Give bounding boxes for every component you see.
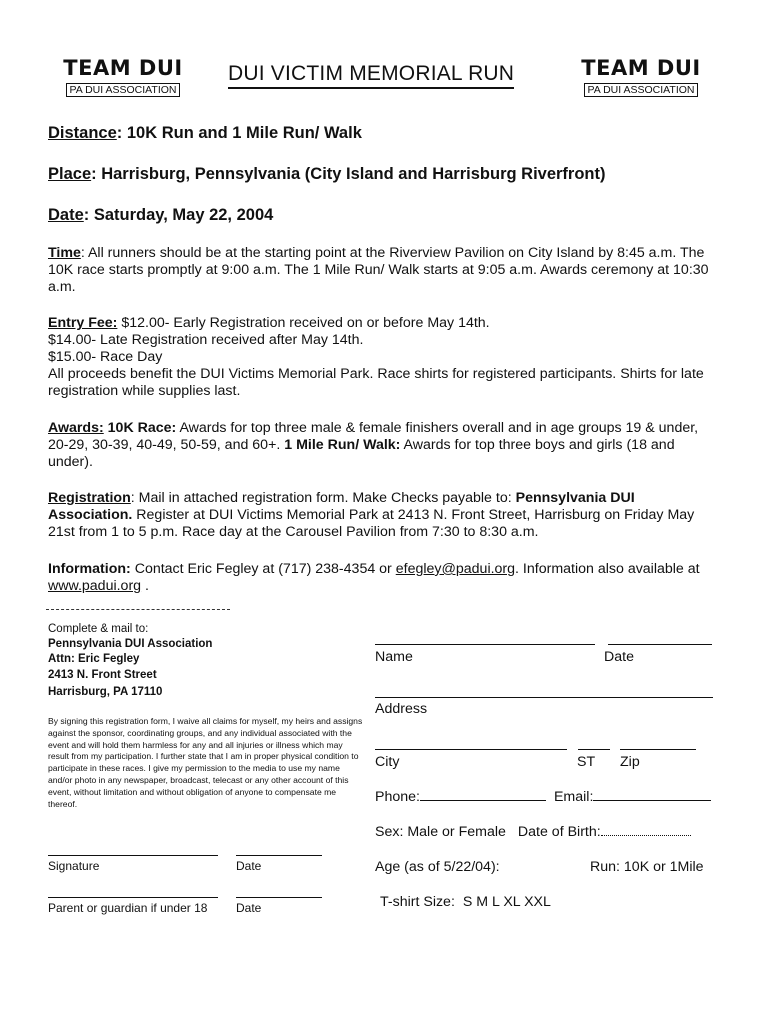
phone-input-line[interactable] [420,800,546,801]
sex-dob-row [375,824,691,840]
information-label: Information: [48,561,131,577]
information-website-link[interactable]: www.padui.org [48,578,142,594]
mail-to-street: 2413 N. Front Street [48,668,157,681]
guardian-date-label: Date [236,901,262,915]
registration-text1: : Mail in attached registration form. Make Checks payable to: [130,490,516,506]
information-text2: . Information also available at [515,561,700,577]
address-input-line[interactable] [375,697,713,698]
city-field-label: City [375,754,400,770]
place-label: Place [48,165,92,183]
logo-right [576,56,706,98]
name-input-line[interactable] [375,644,595,645]
date-line [48,206,273,225]
tshirt-row [380,894,551,910]
information-email-link[interactable]: efegley@padui.org [395,561,516,577]
guardian-label: Parent or guardian if under 18 [48,901,208,915]
name-field-label: Name [375,649,413,665]
tshirt-field-label: T-shirt Size: [380,894,455,910]
place-line [48,165,606,184]
date-label: Date [48,206,84,224]
awards-paragraph [48,420,716,471]
phone-email-row [375,789,711,805]
guardian-date-line[interactable] [236,897,322,898]
signature-date-label: Date [236,859,262,873]
phone-field-label: Phone: [375,789,420,805]
mail-to-intro: Complete & mail to: [48,623,149,635]
age-field-label: Age (as of 5/22/04): [375,859,500,875]
signature-label: Signature [48,859,100,873]
time-paragraph [48,245,716,296]
logo-left [58,56,188,98]
logo-right-text: TEAM DUI [581,56,701,80]
awards-mile-text: Awards for top three boys and girls (18 and under). [48,437,675,470]
entry-fee-line3: $15.00- Race Day [48,349,163,365]
mail-to-city: Harrisburg, PA 17110 [48,685,163,698]
zip-field-label: Zip [620,754,640,770]
dob-field-label: Date of Birth: [517,824,601,840]
logo-left-text: TEAM DUI [63,56,183,80]
signature-date-line[interactable] [236,855,322,856]
entry-fee-line2: $14.00- Late Registration received after May 14th. [48,332,364,348]
awards-mile-label: 1 Mile Run/ Walk: [284,437,401,453]
entry-fee-label: Entry Fee: [48,315,118,331]
time-text: : All runners should be at the starting point at the Riverview Pavilion on City Island by 8:45 a.m. The 10K race starts promptly at 9:00 a.m. The 1 Mile Run/ Walk starts at 9:05 a.m. Awards ceremony at 10:30 a.m. [48,245,709,295]
awards-label: Awards: [48,420,104,436]
waiver-text: By signing this registration form, I waive all claims for myself, my heirs and assigns against the sponsor, coordinating groups, and any individual associated with the event and will hold them harmless for any and all injuries or illness which may result from my participation. I further state that I am in proper physical condition to participate in these races. I give my permission to the media to use my name and/or photo in any newspaper, broadcast, telecast or any other account of this event, without limitation and without obligation of anyone to compensate me thereof. [48,716,363,809]
email-field-label: Email: [553,789,594,805]
cut-line-divider [46,609,230,610]
logo-right-subtext: PA DUI ASSOCIATION [584,83,699,97]
city-input-line[interactable] [375,749,567,750]
address-field-label: Address [375,701,428,717]
tshirt-size-options[interactable]: S M L XL XXL [462,894,551,910]
date-text: : Saturday, May 22, 2004 [83,206,274,224]
time-label: Time [48,245,81,261]
run-field-label: Run: 10K or 1Mile [590,859,704,875]
registration-label: Registration [48,490,131,506]
information-text1: Contact Eric Fegley at (717) 238-4354 or [130,561,396,577]
information-paragraph [48,561,716,595]
entry-fee-line1: $12.00- Early Registration received on or before May 14th. [117,315,490,331]
dob-input-line[interactable] [601,835,691,836]
entry-fee-paragraph [48,315,716,400]
sex-field-label: Sex: Male or Female [375,824,506,840]
email-input-line[interactable] [593,800,711,801]
distance-line [48,124,362,143]
registration-text2: Register at DUI Victims Memorial Park at 2413 N. Front Street, Harrisburg on Friday May 21st from 1 to 5 p.m. Race day at the Carousel Pavilion from 7:30 to 8:30 a.m. [48,507,695,540]
distance-label: Distance [48,124,117,142]
place-text: : Harrisburg, Pennsylvania (City Island and Harrisburg Riverfront) [91,165,606,183]
signature-line[interactable] [48,855,218,856]
state-input-line[interactable] [578,749,610,750]
registration-paragraph [48,490,720,541]
registration-payee: Pennsylvania DUI Association. [48,490,635,523]
zip-input-line[interactable] [620,749,696,750]
mail-to-block [48,622,212,700]
guardian-signature-line[interactable] [48,897,218,898]
logo-left-subtext: PA DUI ASSOCIATION [66,83,181,97]
date-field-label: Date [604,649,634,665]
distance-text: : 10K Run and 1 Mile Run/ Walk [116,124,362,142]
state-field-label: ST [577,754,596,770]
date-input-line[interactable] [608,644,712,645]
entry-fee-line4: All proceeds benefit the DUI Victims Memorial Park. Race shirts for registered participants. Shirts for late registration while supplies last. [48,366,704,399]
information-text3: . [141,578,149,594]
mail-to-org: Pennsylvania DUI Association [48,638,213,651]
awards-10k-label: 10K Race: [103,420,177,436]
page-title: DUI VICTIM MEMORIAL RUN [228,62,514,89]
mail-to-attn: Attn: Eric Fegley [48,653,140,666]
awards-10k-text: Awards for top three male & female finishers overall and in age groups 19 & under, 20-29, 30-39, 40-49, 50-59, and 60+. [48,420,699,453]
